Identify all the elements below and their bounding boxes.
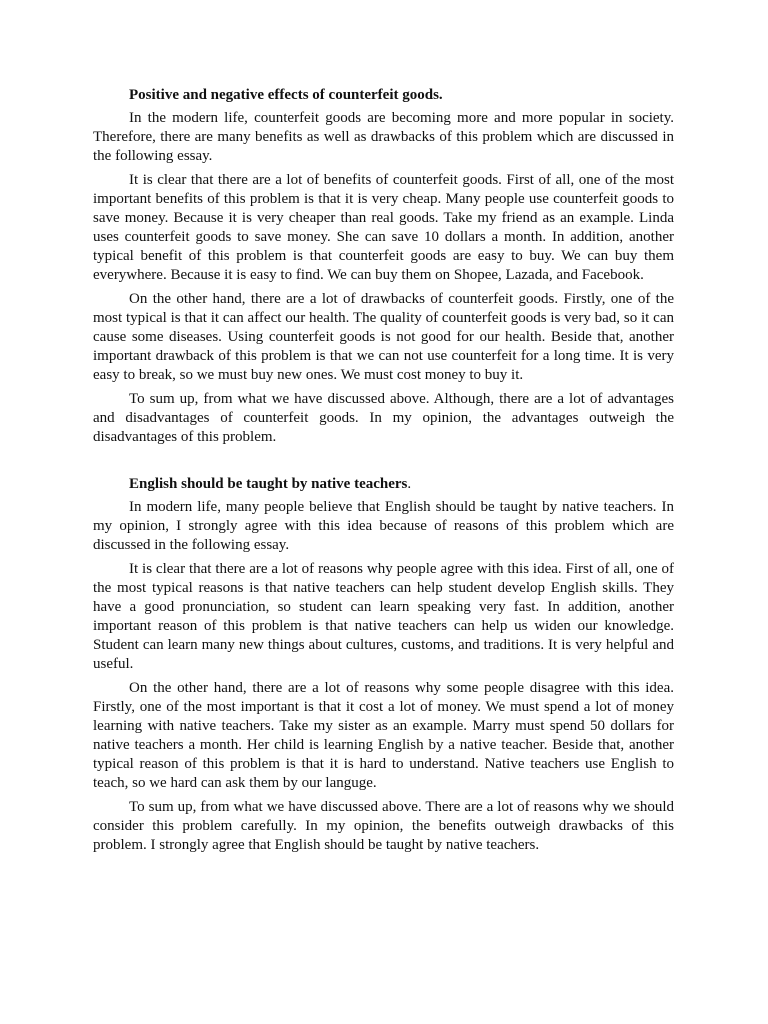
paragraph-body-benefits: It is clear that there are a lot of benefits of counterfeit goods. First of all, one of the most important benefits of this problem is that it is very cheap. Many people use counterfeit goods to save money. Because it is very cheaper than real goods. Take my friend as an example. Linda uses counterfeit goods to save money. She can save 10 dollars a month. In addition, another typical benefit of this problem is that counterfeit goods are easy to buy. We can buy them everywhere. Because it is easy to find. We can buy them on Shopee, Lazada, and Facebook. [93,172,674,283]
paragraph-body-agree: It is clear that there are a lot of reasons why people agree with this idea. First of all, one of the most typical reasons is that native teachers can help student develop English skills. They have a good pronunciation, so student can learn speaking very fast. In addition, another important reason of this problem is that native teachers can help us widen our knowledge. Student can learn many new things about cultures, customs, and traditions. It is very helpful and useful. [93,561,674,672]
essay-title-text: Positive and negative effects of counterfeit goods. [129,87,443,103]
essay-title [93,86,674,105]
paragraph-body-disagree: On the other hand, there are a lot of reasons why some people disagree with this idea. Firstly, one of the most important is that it cost a lot of money. We must spend a lot of money learning with native teachers. Take my sister as an example. Marry must spend 50 dollars for native teachers a month. Her child is learning English by a native teacher. Beside that, another typical reason of this problem is that it is hard to understand. Native teachers use English to teach, so we hard can ask them by our languge. [93,680,674,791]
paragraph-introduction: In modern life, many people believe that English should be taught by native teachers. In my opinion, I strongly agree with this idea because of reasons of this problem which are discussed in the following essay. [93,499,674,553]
paragraph-body-drawbacks: On the other hand, there are a lot of drawbacks of counterfeit goods. Firstly, one of the most typical is that it can affect our health. The quality of counterfeit goods is very bad, so it can cause some diseases. Using counterfeit goods is not good for our health. Beside that, another important drawback of this problem is that we can not use counterfeit for a long time. It is very easy to break, so we must buy new ones. We must cost money to buy it. [93,291,674,383]
paragraph-conclusion: To sum up, from what we have discussed above. Although, there are a lot of advantages and disadvantages of counterfeit goods. In my opinion, the advantages outweigh the disadvantages of this problem. [93,391,674,445]
essay-native-teachers [93,475,674,855]
essay-title-text: English should be taught by native teachers [129,476,408,492]
paragraph-introduction: In the modern life, counterfeit goods are becoming more and more popular in society. Therefore, there are many benefits as well as drawbacks of this problem which are discussed in the following essay. [93,110,674,164]
paragraph-conclusion: To sum up, from what we have discussed above. There are a lot of reasons why we should consider this problem carefully. In my opinion, the benefits outweigh drawbacks of this problem. I strongly agree that English should be taught by native teachers. [93,799,674,853]
essay-counterfeit-goods [93,86,674,447]
document-page [93,86,674,860]
essay-title [93,475,674,494]
essay-title-suffix: . [407,476,412,492]
